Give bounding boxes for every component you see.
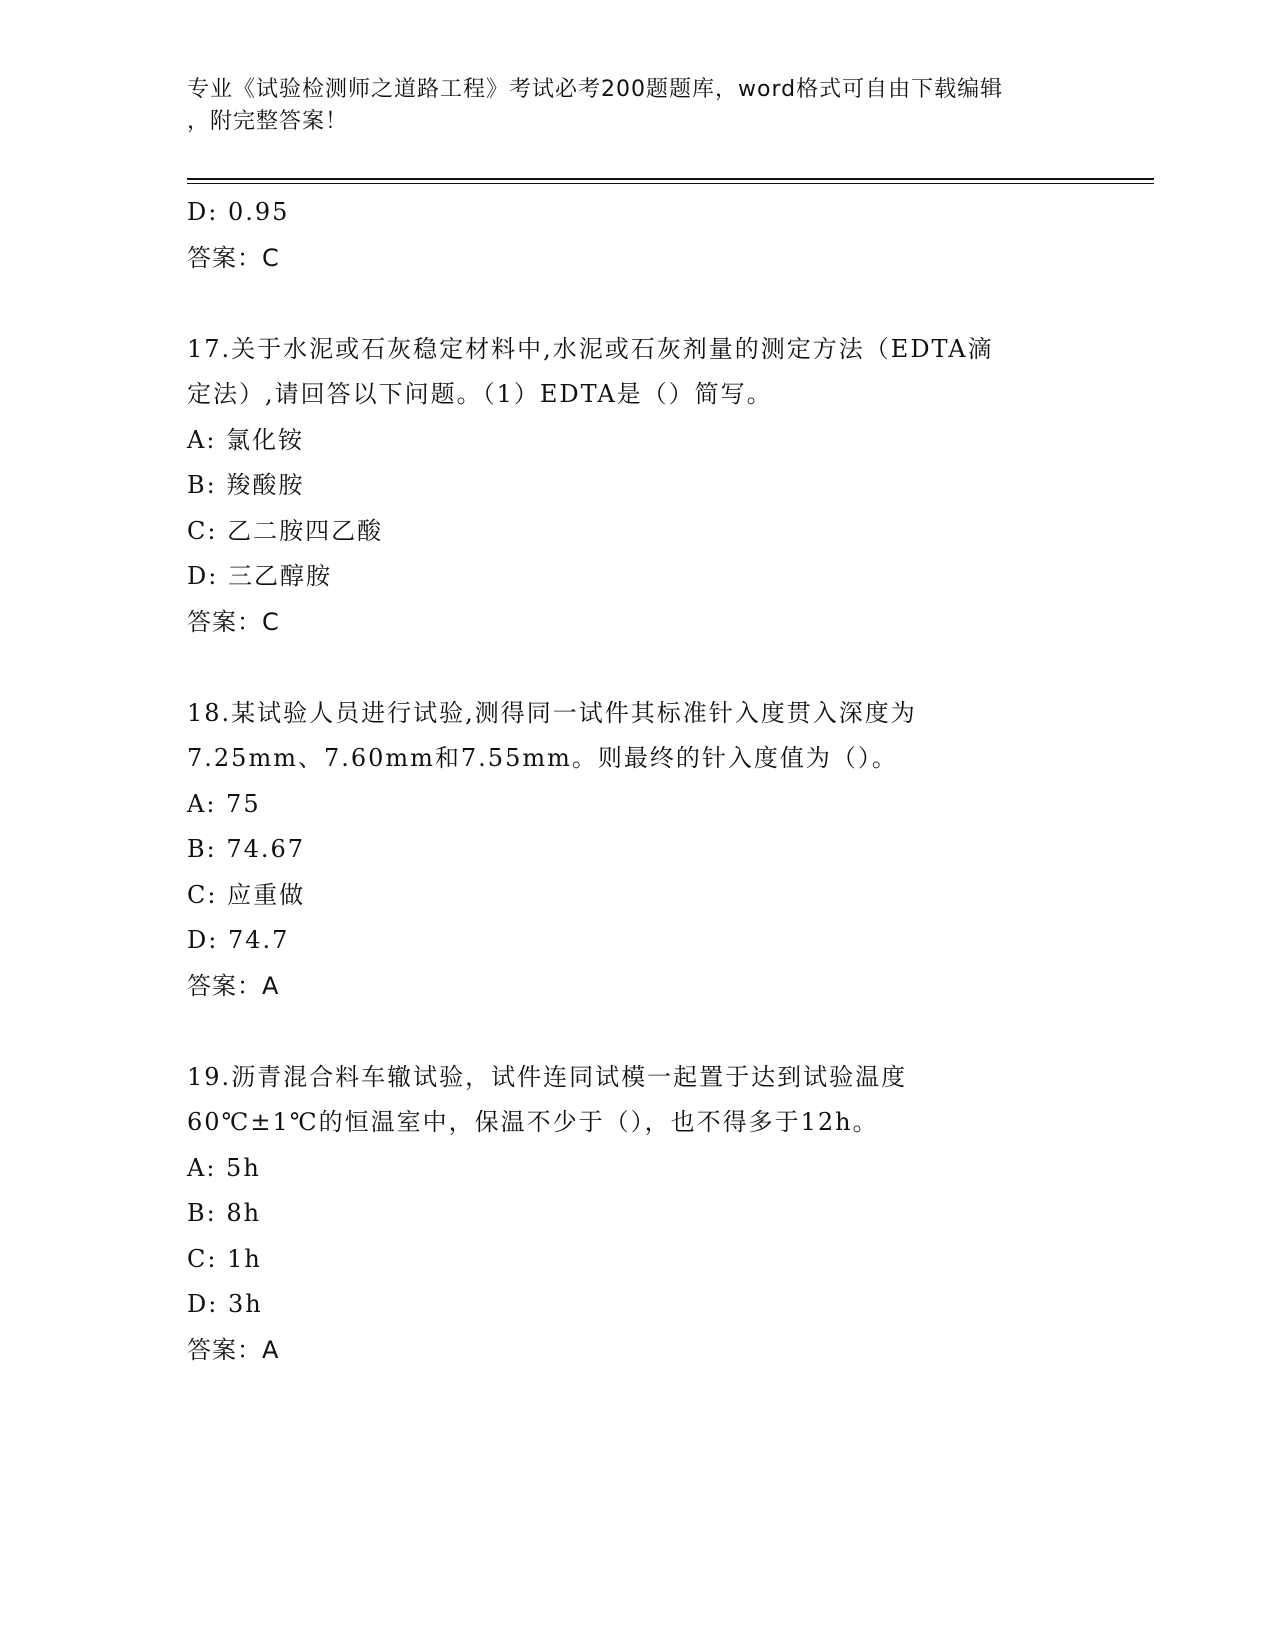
spacer	[187, 645, 1087, 691]
answer: 答案：C	[187, 243, 280, 272]
option-d: D: 0.95	[187, 198, 290, 226]
answer: 答案：A	[187, 1335, 280, 1364]
option-b: B: 74.67	[187, 835, 306, 863]
header-divider-thin	[187, 183, 1154, 184]
option-d: D: 74.7	[187, 926, 290, 954]
answer: 答案：A	[187, 971, 280, 1000]
spacer	[187, 1009, 1087, 1055]
spacer	[187, 281, 1087, 327]
option-c: C: 1h	[187, 1244, 262, 1273]
answer: 答案：C	[187, 607, 280, 636]
option-b: B: 羧酸胺	[187, 471, 305, 499]
question-list	[187, 190, 1087, 1373]
header-line-1: 专业《试验检测师之道路工程》考试必考200题题库，word格式可自由下载编辑	[187, 77, 1004, 102]
question-stem-line-1: 17.关于水泥或石灰稳定材料中,水泥或石灰剂量的测定方法（EDTA滴	[187, 334, 994, 363]
option-b: B: 8h	[187, 1199, 262, 1227]
option-c: C: 乙二胺四乙酸	[187, 516, 384, 545]
question-stem-line-2: 60℃±1℃的恒温室中，保温不少于（），也不得多于12h。	[187, 1108, 879, 1136]
question-17	[187, 327, 1087, 646]
option-a: A: 氯化铵	[187, 425, 305, 454]
document-header	[187, 74, 1067, 138]
option-c: C: 应重做	[187, 880, 306, 909]
question-19	[187, 1055, 1087, 1374]
option-d: D: 3h	[187, 1290, 263, 1318]
question-stem-line-2: 定法）,请回答以下问题。（1）EDTA是（）简写。	[187, 380, 773, 408]
question-stem-line-2: 7.25mm、7.60mm和7.55mm。则最终的针入度值为（）。	[187, 744, 898, 772]
question-stem-line-1: 19.沥青混合料车辙试验，试件连同试模一起置于达到试验温度	[187, 1062, 908, 1091]
question-stem-line-1: 18.某试验人员进行试验,测得同一试件其标准针入度贯入深度为	[187, 698, 917, 727]
previous-question-tail	[187, 190, 1087, 281]
option-a: A: 75	[187, 789, 261, 818]
option-a: A: 5h	[187, 1153, 261, 1182]
header-line-2: ，附完整答案！	[187, 109, 349, 134]
question-18	[187, 691, 1087, 1010]
header-divider-thick	[187, 178, 1154, 180]
option-d: D: 三乙醇胺	[187, 562, 332, 590]
